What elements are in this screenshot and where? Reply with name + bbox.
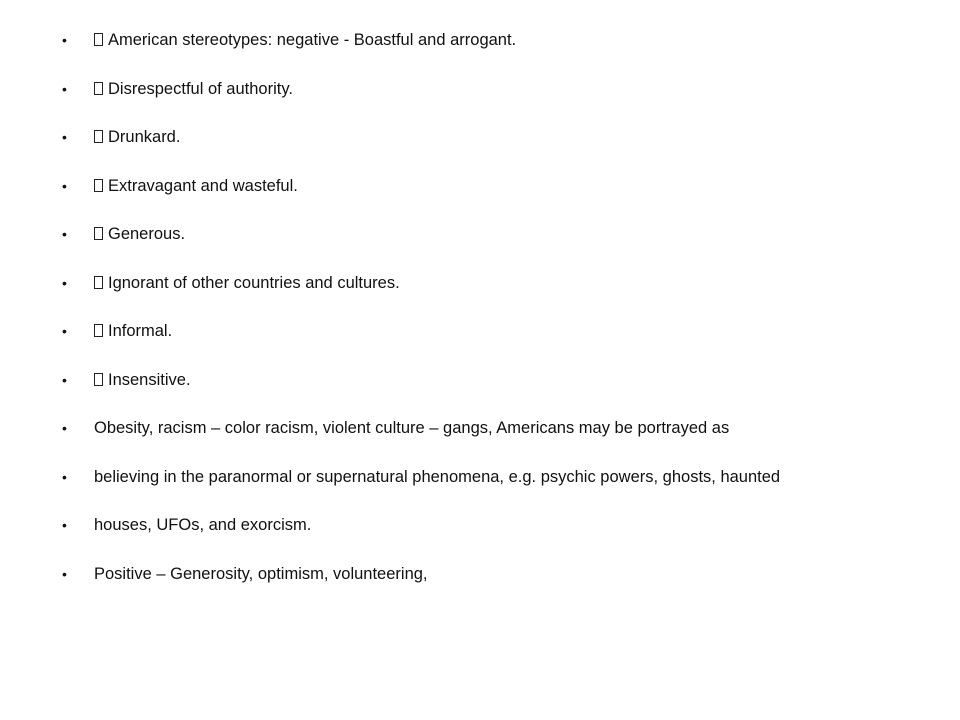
bullet-list (58, 29, 938, 611)
missing-glyph-icon (94, 130, 103, 143)
list-item (58, 126, 938, 175)
list-item-text: Extravagant and wasteful. (108, 176, 298, 195)
missing-glyph-icon (94, 179, 103, 192)
missing-glyph-icon (94, 373, 103, 386)
list-item (58, 369, 938, 418)
list-item-text: Generous. (108, 225, 186, 243)
missing-glyph-icon (94, 276, 103, 289)
bullet-icon: • (62, 226, 67, 242)
list-item-text: Ignorant of other countries and cultures. (108, 273, 400, 292)
bullet-icon: • (62, 323, 67, 339)
bullet-icon: • (62, 565, 67, 582)
list-item-text: Positive – Generosity, optimism, volunteering, (94, 564, 428, 583)
missing-glyph-icon (94, 227, 103, 240)
missing-glyph-icon (94, 82, 103, 95)
bullet-icon: • (62, 274, 67, 291)
list-item (58, 563, 938, 612)
list-item (58, 514, 938, 563)
list-item (58, 175, 938, 224)
list-item (58, 272, 938, 321)
bullet-icon: • (62, 177, 67, 194)
list-item-text: American stereotypes: negative - Boastful and arrogant. (108, 31, 517, 49)
list-item (58, 466, 938, 515)
bullet-icon: • (62, 80, 67, 97)
list-item (58, 417, 938, 466)
bullet-icon: • (62, 32, 67, 48)
bullet-icon: • (62, 468, 67, 485)
missing-glyph-icon (94, 33, 103, 46)
list-item-text: believing in the paranormal or supernatural phenomena, e.g. psychic powers, ghosts, haunted (94, 467, 781, 486)
list-item-text: Drunkard. (108, 128, 181, 146)
list-item-text: Disrespectful of authority. (108, 79, 293, 98)
list-item-text: houses, UFOs, and exorcism. (94, 516, 312, 534)
list-item (58, 223, 938, 272)
list-item-text: Informal. (108, 322, 173, 340)
list-item-text: Insensitive. (108, 370, 191, 389)
list-item-text: Obesity, racism – color racism, violent culture – gangs, Americans may be portrayed as (94, 419, 730, 437)
bullet-icon: • (62, 371, 67, 388)
bullet-icon: • (62, 129, 67, 145)
missing-glyph-icon (94, 324, 103, 337)
list-item (58, 320, 938, 369)
list-item (58, 78, 938, 127)
list-item (58, 29, 938, 78)
bullet-icon: • (62, 420, 67, 436)
bullet-icon: • (62, 517, 67, 533)
